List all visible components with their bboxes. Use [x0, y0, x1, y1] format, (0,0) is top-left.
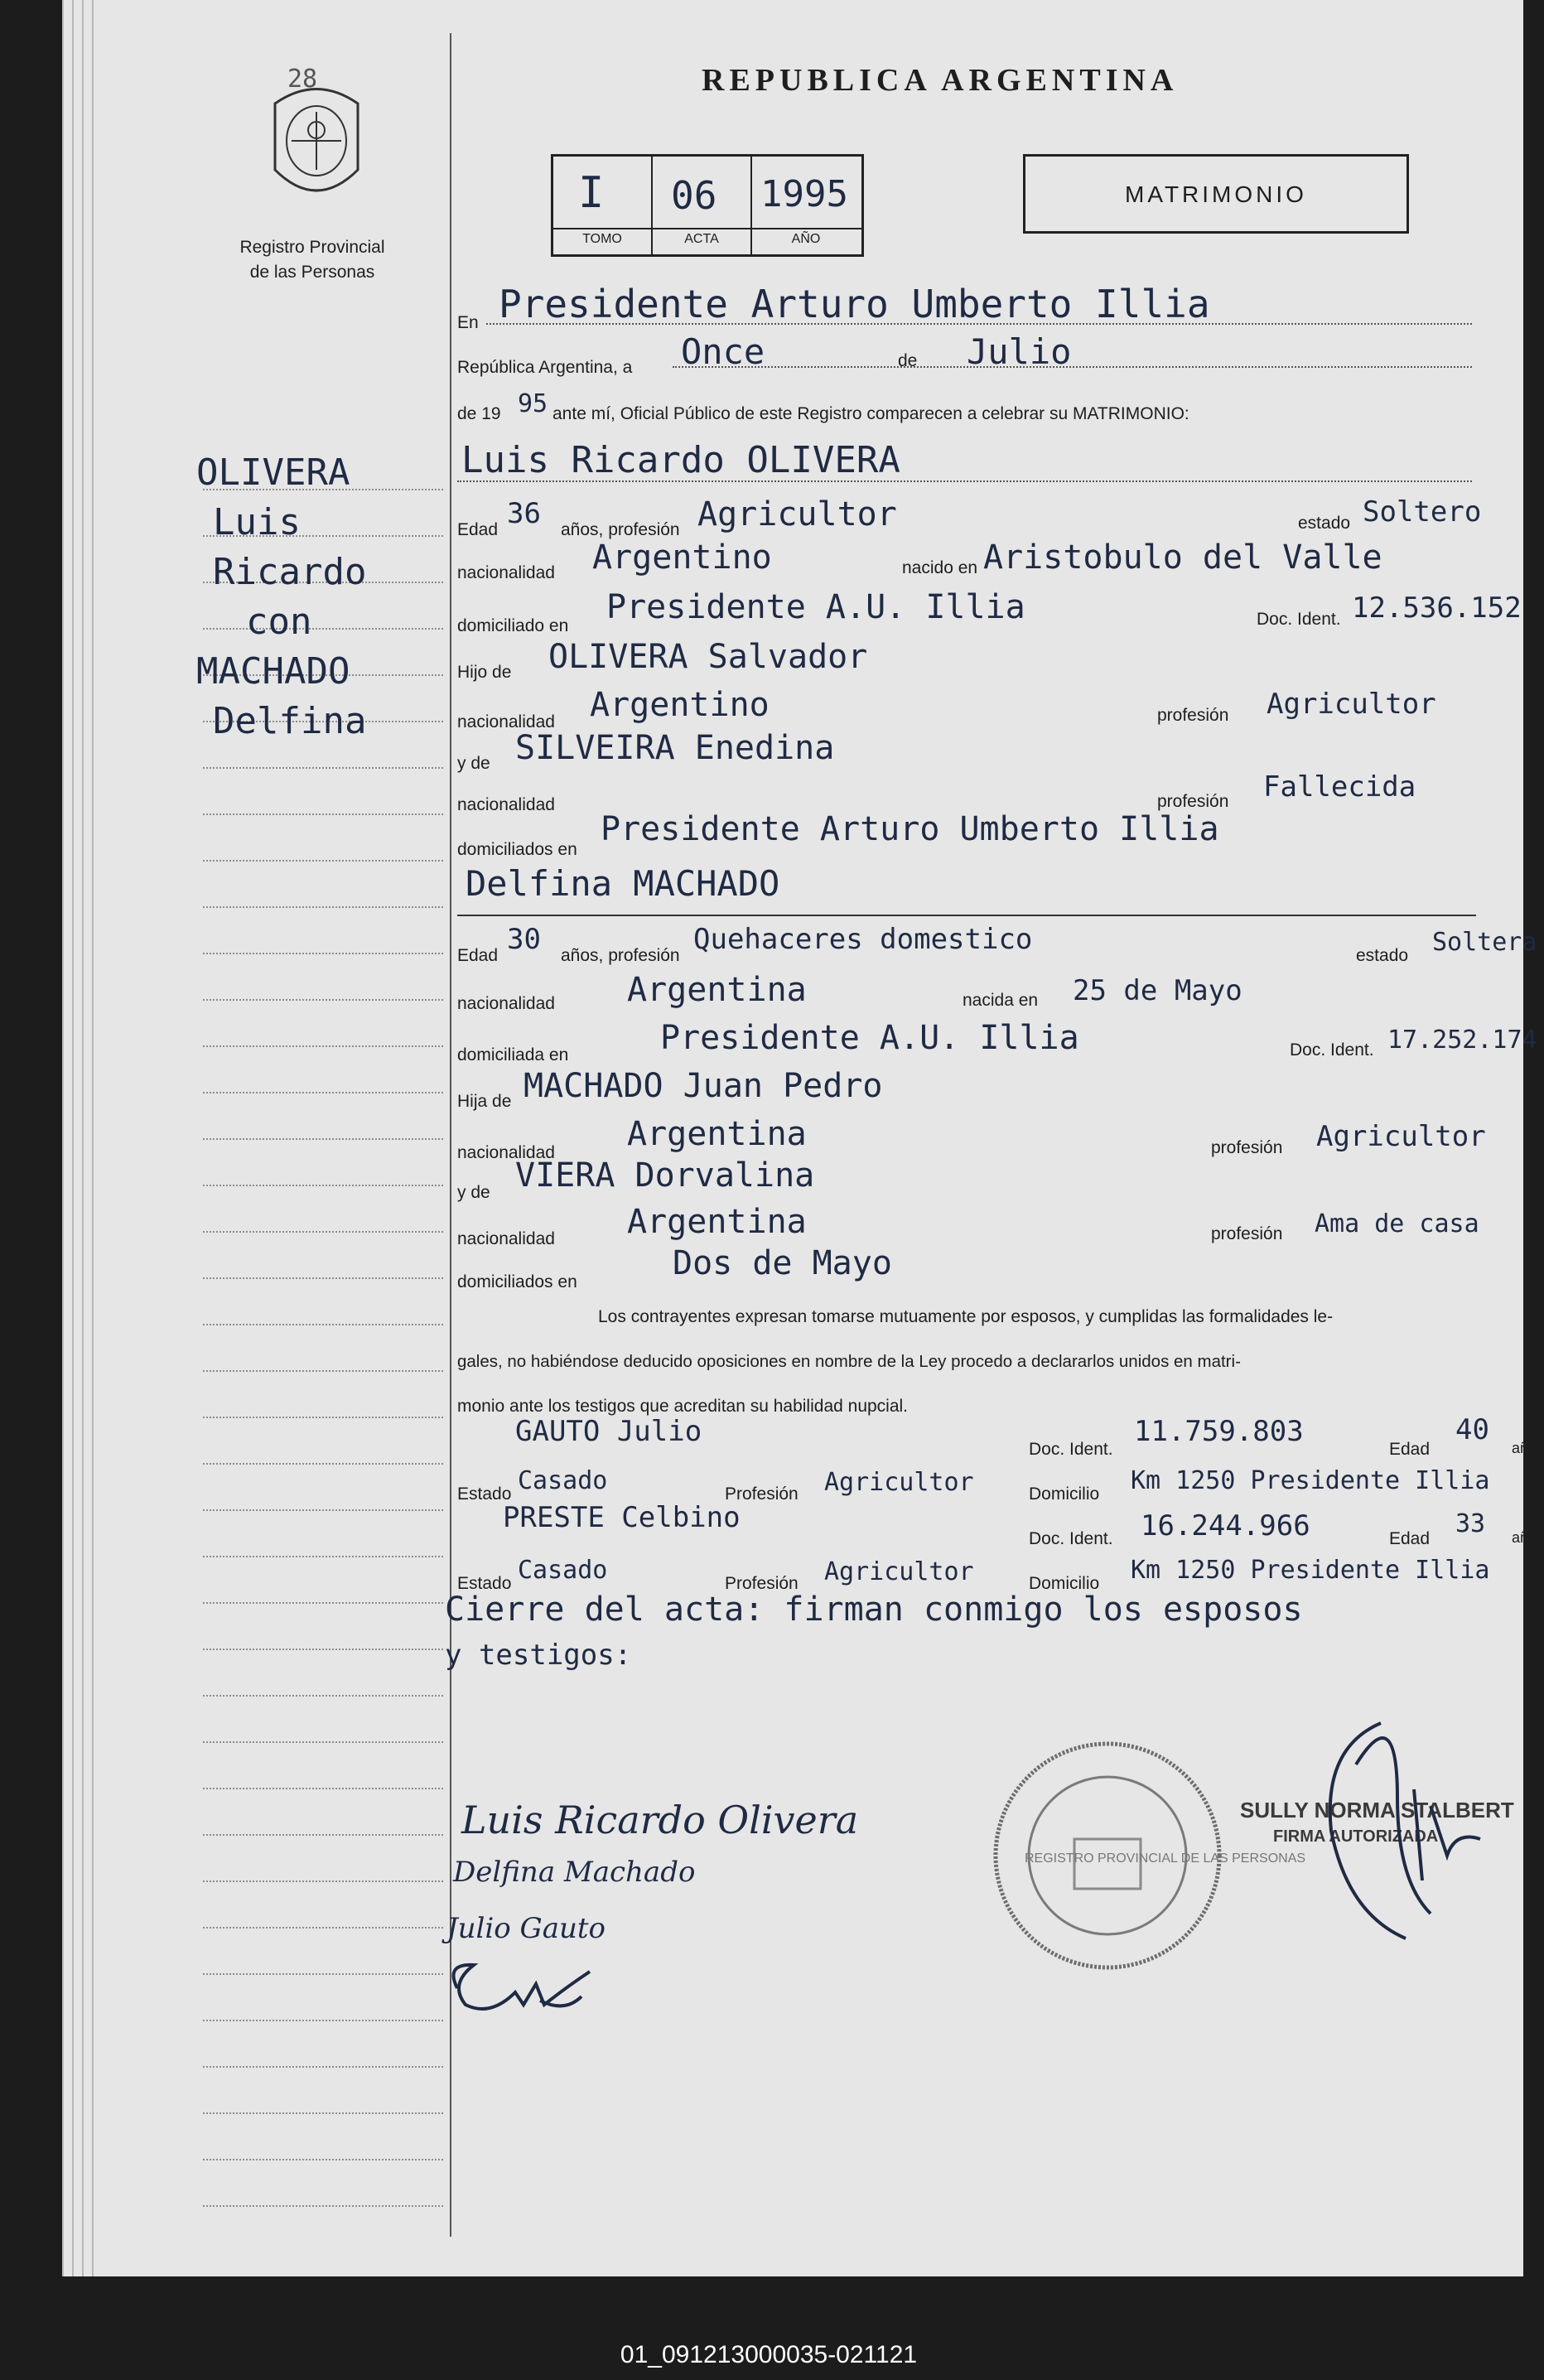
- groom-doc: 12.536.152: [1352, 591, 1522, 625]
- witness1-age: 40: [1455, 1413, 1489, 1446]
- margin-ruled-line: [203, 1649, 443, 1650]
- groom-born-label: nacido en: [902, 558, 978, 577]
- witness2-dom-label: Domicilio: [1029, 1574, 1100, 1593]
- groom-mother-prof-label: profesión: [1157, 792, 1229, 811]
- witness2-age: 33: [1455, 1509, 1486, 1538]
- groom-doc-label: Doc. Ident.: [1257, 610, 1341, 629]
- margin-ruled-line: [203, 2066, 443, 2068]
- margin-ruled-line: [203, 1602, 443, 1604]
- anio-value: 1995: [760, 173, 848, 215]
- bride-parents-dom-label: domiciliados en: [457, 1272, 577, 1291]
- bride-yde-label: y de: [457, 1183, 490, 1202]
- margin-rule: [450, 33, 451, 2237]
- witness1-dom-label: Domicilio: [1029, 1484, 1100, 1504]
- margin-ruled-line: [203, 1045, 443, 1047]
- witness2-name: PRESTE Celbino: [503, 1501, 741, 1534]
- margin-ruled-line: [203, 999, 443, 1001]
- declaration-line2: gales, no habiéndose deducido oposiciones en nombre de la Ley procedo a declararlos unidos en matri-: [457, 1352, 1241, 1371]
- bride-status: Soltera: [1432, 928, 1537, 957]
- groom-status: Soltero: [1363, 495, 1482, 529]
- bride-doc: 17.252.174: [1387, 1026, 1537, 1055]
- margin-ruled-line: [203, 1277, 443, 1279]
- line: [486, 323, 1472, 325]
- margin-second-name: Ricardo: [213, 551, 367, 593]
- page-edge: [92, 0, 94, 2276]
- margin-ruled-line: [203, 1185, 443, 1186]
- image-code: 01_091213000035-021121: [620, 2341, 918, 2368]
- groom-father-nationality: Argentino: [590, 686, 770, 724]
- witness2-domicile: Km 1250 Presidente Illia: [1131, 1556, 1490, 1585]
- line: [457, 480, 1472, 482]
- groom-father-prof-label: profesión: [1157, 706, 1229, 725]
- bride-nationality: Argentina: [627, 971, 807, 1009]
- groom-mother: SILVEIRA Enedina: [515, 729, 835, 767]
- officer-signature-scribble: [1306, 1665, 1489, 1963]
- margin-ruled-line: [203, 1788, 443, 1789]
- officer-title: FIRMA AUTORIZADA: [1273, 1827, 1439, 1846]
- groom-father-profession: Agricultor: [1267, 688, 1436, 721]
- republic-label: República Argentina, a: [457, 358, 633, 377]
- margin-con: con: [246, 601, 312, 643]
- witness2-edad-label: Edad: [1389, 1529, 1431, 1548]
- groom-father-nac-label: nacionalidad: [457, 712, 555, 731]
- bride-mother-nationality: Argentina: [627, 1203, 807, 1241]
- record-type: MATRIMONIO: [1125, 181, 1307, 207]
- registry-name-line2: de las Personas: [249, 263, 375, 282]
- groom-estado-label: estado: [1298, 514, 1351, 533]
- witness2-estado-label: Estado: [457, 1574, 512, 1593]
- witness2-signature-scribble: [441, 1955, 606, 2021]
- bride-child-label: Hija de: [457, 1092, 512, 1111]
- place: Presidente Arturo Umberto Illia: [499, 282, 1210, 326]
- witness1-signature: Julio Gauto: [446, 1912, 606, 1945]
- bride-signature: Delfina Machado: [453, 1856, 696, 1889]
- margin-ruled-line: [203, 1092, 443, 1093]
- margin-ruled-line: [203, 1463, 443, 1465]
- margin-first-name: Luis: [213, 501, 301, 543]
- groom-yde-label: y de: [457, 754, 490, 773]
- bride-edad-label: Edad: [457, 946, 499, 965]
- groom-child-label: Hijo de: [457, 663, 512, 682]
- margin-ruled-line: [203, 1370, 443, 1372]
- registry-name-line1: Registro Provincial: [239, 238, 385, 257]
- bride-estado-label: estado: [1356, 946, 1409, 965]
- bride-mother-profession: Ama de casa: [1315, 1209, 1479, 1238]
- bride-mother: VIERA Dorvalina: [515, 1156, 815, 1195]
- record-id-box: [551, 154, 864, 257]
- officer-name: SULLY NORMA STALBERT: [1240, 1798, 1514, 1822]
- witness1-name: GAUTO Julio: [515, 1415, 702, 1448]
- witness1-anos-label: años: [1512, 1440, 1544, 1456]
- record-type-box: [1023, 154, 1409, 234]
- acta-label: ACTA: [684, 232, 719, 246]
- bride-mother-prof-label: profesión: [1211, 1224, 1283, 1243]
- margin-surname: OLIVERA: [196, 451, 350, 494]
- margin-bride-name: Delfina: [213, 700, 367, 742]
- witness2-prof-label: Profesión: [725, 1574, 799, 1593]
- margin-ruled-line: [203, 767, 443, 769]
- de-label: de: [898, 351, 918, 370]
- groom-parents-dom-label: domiciliados en: [457, 840, 577, 859]
- groom-parents-domicile: Presidente Arturo Umberto Illia: [601, 810, 1219, 848]
- declaration-line3: monio ante los testigos que acreditan su habilidad nupcial.: [457, 1397, 909, 1416]
- page-edge: [72, 0, 74, 2276]
- margin-ruled-line: [203, 628, 443, 630]
- margin-ruled-line: [203, 860, 443, 862]
- witness2-status: Casado: [518, 1556, 608, 1585]
- bride-anos-label: años, profesión: [561, 946, 680, 965]
- closing-line2: y testigos:: [445, 1639, 632, 1672]
- line: [457, 915, 1476, 916]
- groom-age: 36: [507, 497, 541, 530]
- year-suffix: 95: [518, 389, 548, 418]
- groom-nac-label: nacionalidad: [457, 563, 555, 582]
- bride-father-profession: Agricultor: [1316, 1120, 1486, 1153]
- appear-text: ante mí, Oficial Público de este Registro comparecen a celebrar su MATRIMONIO:: [552, 404, 1189, 423]
- anio-label: AÑO: [791, 232, 821, 246]
- witness1-estado-label: Estado: [457, 1484, 512, 1504]
- groom-edad-label: Edad: [457, 520, 499, 539]
- witness2-doc-label: Doc. Ident.: [1029, 1529, 1113, 1548]
- bride-doc-label: Doc. Ident.: [1290, 1040, 1374, 1060]
- margin-ruled-line: [203, 1741, 443, 1743]
- bride-dom-label: domiciliada en: [457, 1045, 569, 1064]
- witness2-anos-label: años: [1512, 1529, 1544, 1546]
- bride-age: 30: [507, 923, 541, 956]
- groom-anos-label: años, profesión: [561, 520, 680, 539]
- tomo-label: TOMO: [582, 232, 622, 246]
- page-edge: [82, 0, 84, 2276]
- margin-ruled-line: [203, 1834, 443, 1836]
- bride-born-label: nacida en: [963, 991, 1039, 1010]
- witness1-doc-label: Doc. Ident.: [1029, 1440, 1113, 1459]
- groom-mother-nac-label: nacionalidad: [457, 795, 555, 814]
- margin-ruled-line: [203, 1556, 443, 1557]
- witness2-profession: Agricultor: [824, 1557, 974, 1586]
- groom-mother-profession: Fallecida: [1263, 770, 1416, 804]
- acta-value: 06: [671, 173, 717, 218]
- groom-domicile: Presidente A.U. Illia: [606, 588, 1025, 626]
- bride-domicile: Presidente A.U. Illia: [660, 1019, 1079, 1057]
- bride-father-nationality: Argentina: [627, 1115, 807, 1153]
- bride-profession: Quehaceres domestico: [693, 923, 1033, 956]
- margin-ruled-line: [203, 1880, 443, 1882]
- margin-ruled-line: [203, 906, 443, 908]
- bride-mother-nac-label: nacionalidad: [457, 1229, 555, 1248]
- tomo-value: I: [578, 168, 605, 218]
- stamp-text: REGISTRO PROVINCIAL DE LAS PERSONAS: [1025, 1851, 1306, 1866]
- margin-ruled-line: [203, 1231, 443, 1233]
- witness1-prof-label: Profesión: [725, 1484, 799, 1504]
- register-page: [62, 0, 1544, 2276]
- groom-birthplace: Aristobulo del Valle: [983, 538, 1382, 577]
- margin-bride-surname: MACHADO: [196, 650, 350, 693]
- declaration-line1: Los contrayentes expresan tomarse mutuamente por esposos, y cumplidas las formalidades le-: [598, 1307, 1334, 1326]
- margin-ruled-line: [203, 1138, 443, 1140]
- witness1-doc: 11.759.803: [1134, 1415, 1304, 1448]
- margin-ruled-line: [203, 1695, 443, 1697]
- en-label: En: [457, 313, 479, 332]
- margin-ruled-line: [203, 2159, 443, 2160]
- month: Julio: [967, 331, 1072, 372]
- margin-ruled-line: [203, 2112, 443, 2114]
- witness1-status: Casado: [518, 1466, 608, 1495]
- closing-line1: Cierre del acta: firman conmigo los esposos: [445, 1591, 1303, 1629]
- day: Once: [681, 331, 765, 372]
- year-prefix: de 19: [457, 404, 501, 423]
- groom-father: OLIVERA Salvador: [548, 638, 868, 676]
- margin-ruled-line: [203, 1417, 443, 1418]
- folio-number: 28: [287, 65, 318, 94]
- margin-ruled-line: [203, 1324, 443, 1325]
- bride-father-nac-label: nacionalidad: [457, 1143, 555, 1162]
- bride-father-prof-label: profesión: [1211, 1138, 1283, 1157]
- witness1-edad-label: Edad: [1389, 1440, 1431, 1459]
- witness2-doc: 16.244.966: [1141, 1509, 1310, 1542]
- image-code-footer: [0, 2330, 1537, 2380]
- groom-profession: Agricultor: [697, 495, 897, 533]
- groom-dom-label: domiciliado en: [457, 616, 569, 635]
- margin-ruled-line: [203, 1927, 443, 1929]
- margin-ruled-line: [203, 813, 443, 815]
- country-title: REPUBLICA ARGENTINA: [702, 63, 1179, 98]
- bride-parents-domicile: Dos de Mayo: [673, 1244, 892, 1282]
- bride-nac-label: nacionalidad: [457, 994, 555, 1013]
- margin-ruled-line: [203, 1509, 443, 1511]
- margin-ruled-line: [203, 1973, 443, 1975]
- margin-ruled-line: [203, 953, 443, 954]
- witness1-domicile: Km 1250 Presidente Illia: [1131, 1466, 1490, 1495]
- witness1-profession: Agricultor: [824, 1468, 974, 1497]
- bride-birthplace: 25 de Mayo: [1073, 974, 1242, 1007]
- groom-nationality: Argentino: [592, 538, 772, 577]
- line: [673, 366, 1472, 368]
- coat-of-arms-icon: [267, 79, 366, 220]
- bride-father: MACHADO Juan Pedro: [524, 1067, 883, 1105]
- bride-name: Delfina MACHADO: [466, 863, 780, 904]
- groom-signature: Luis Ricardo Olivera: [461, 1798, 859, 1842]
- margin-ruled-line: [203, 2020, 443, 2021]
- groom-name: Luis Ricardo OLIVERA: [461, 439, 900, 481]
- margin-ruled-line: [203, 2205, 443, 2207]
